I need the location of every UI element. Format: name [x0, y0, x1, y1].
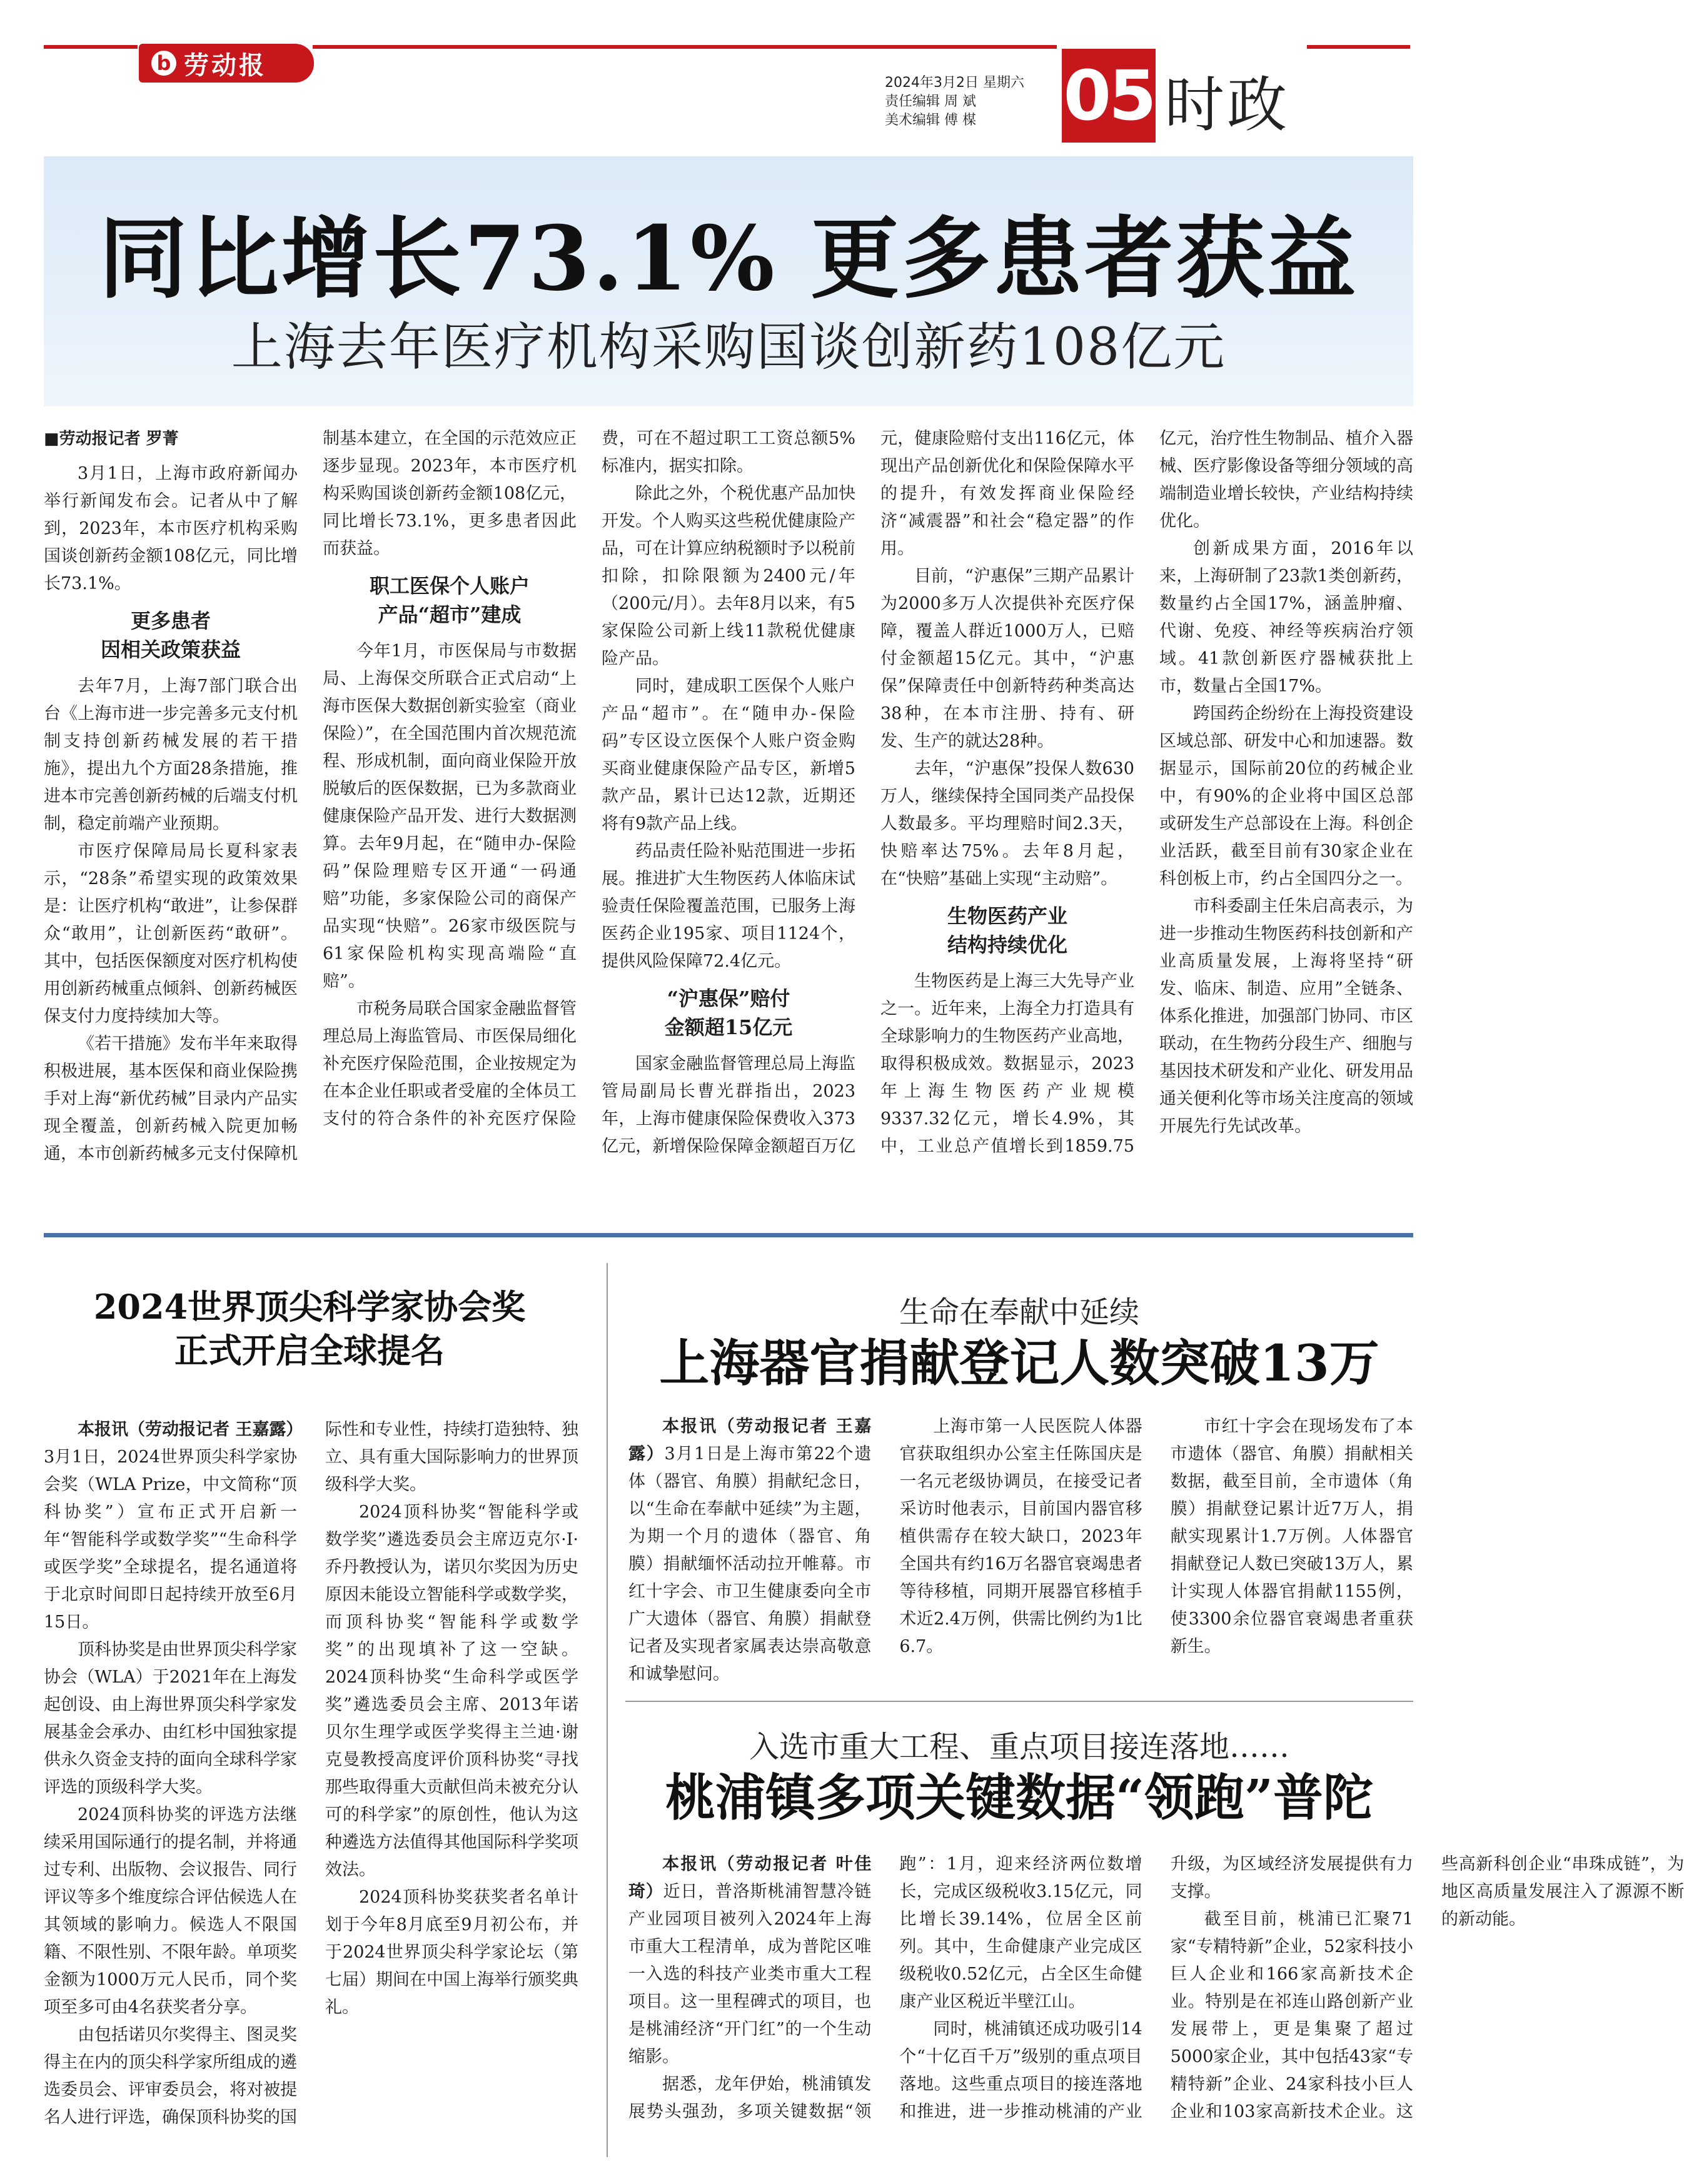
wla-paragraph-text: 3月1日，2024世界顶尖科学家协会奖（WLA Prize，中文简称“顶科协奖”）宣布正式开启新一年“智能科学或数学奖”“生命科学或医学奖”全球提名，提名通道将于北京时间即日起持续开放至6月15日。: [44, 1447, 297, 1632]
organ-paragraph: 上海市第一人民医院人体器官获取组织办公室主任陈国庆是一名元老级协调员，在接受记者采访时他表示，目前国内器官移植供需存在较大缺口，2023年全国共有约16万名器官衰竭患者等待移植，同期开展器官移植手术近2.4万例，供需比例约为1比6.7。: [899, 1417, 1142, 1656]
wla-paragraph: 由包括诺贝尔奖得主、图灵奖得主在内的顶尖科学家所组成的遴选委员会、评审委员会，将对被提名人进行评选，确保顶科协奖的国际性和专业性，持续打造独特、独立、具有重大国际影响力的世界顶级科学大奖。: [44, 1420, 578, 2127]
lead-paragraph: 市科委副主任朱启高表示，为进一步推动生物医药科技创新和产业高质量发展，上海将坚持“研发、临床、制造、应用”全链条、体系化推进，加强部门协同、市区联动，在生物药分段生产、细胞与基因技术研发和产业化、研发用品通关便利化等市场关注度高的领域开展先行先试改革。: [1159, 897, 1413, 1136]
lead-subhead-1: 更多患者 因相关政策获益: [100, 609, 241, 662]
taopu-paragraph: 截至目前，桃浦已汇聚71家“专精特新”企业，52家科技小巨人企业和166家高新技术企业。特别是在祁连山路创新产业发展带上，更是集聚了超过5000家企业，其中包括43家“专精特新”企业、24家科技小巨人企业和103家高新技术企业。这些高新科创企业“串珠成链”，为地区高质量发展注入了源源不断的新动能。: [1170, 1854, 1684, 2121]
lead-article-body: [44, 425, 1413, 1182]
lead-headline: 同比增长73.1% 更多患者获益: [98, 207, 1359, 311]
masthead-rule-left: [44, 45, 138, 49]
issue-date: 2024年3月2日 星期六: [885, 75, 1024, 91]
lead-paragraph: 药品责任险补贴范围进一步拓展。推进扩大生物医药人体临床试验责任保险覆盖范围，已服务上海医药企业195家、项目1124个，提供风险保障72.4亿元。: [602, 842, 855, 971]
taopu-article-body: [628, 1851, 1684, 2151]
organ-article-body: [628, 1413, 1413, 1688]
lead-paragraph: 去年，“沪惠保”投保人数630万人，继续保持全国同类产品投保人数最多。平均理赔时间2.3天，快赔率达75%。去年8月起，在“快赔”基础上实现“主动赔”。: [880, 759, 1134, 888]
lead-paragraph: 去年7月，上海7部门联合出台《上海市进一步完善多元支付机制支持创新药械发展的若干措施》，提出九个方面28条措施，推进本市完善创新药械的后端支付机制，稳定前端产业预期。: [44, 677, 298, 833]
wla-headline: 2024世界顶尖科学家协会奖 正式开启全球提名: [93, 1287, 526, 1371]
masthead-rule-right: [313, 45, 1057, 49]
horizontal-divider: [625, 1701, 1413, 1702]
lead-paragraph: 国家金融监督管理总局上海监管局副局长曹光群指出，2023年，上海市健康保险保费收入373亿元，新增保险保障金额超百万亿元，健康险赔付支出116亿元，体现出产品创新优化和保险保障水平的提升，有效发挥商业保险经济“减震器”和社会“稳定器”的作用。: [602, 429, 1134, 1156]
wla-paragraph: 2024顶科协奖“智能科学或数学奖”遴选委员会主席迈克尔·I·乔丹教授认为，诺贝尔奖因为历史原因未能设立智能科学或数学奖，而顶科协奖“智能科学或数学奖”的出现填补了这一空缺。2024顶科协奖“生命科学或医学奖”遴选委员会主席、2013年诺贝尔生理学或医学奖得主兰迪·谢克曼教授高度评价顶科协奖“寻找那些取得重大贡献但尚未被充分认可的科学家”的原创性，他认为这种遴选方法值得其他国际科学奖项效法。: [325, 1502, 578, 1880]
page-number: 05: [1062, 49, 1156, 143]
art-editor-line: 美术编辑 傅 楳: [885, 113, 976, 128]
lead-subhead-3: “沪惠保”赔付 金额超15亿元: [664, 987, 793, 1039]
organ-paragraph: [628, 1413, 871, 1688]
logo-text: 劳动报: [184, 51, 266, 80]
wla-paragraph: 顶科协奖是由世界顶尖科学家协会（WLA）于2021年在上海发起创设、由上海世界顶尖科学家发展基金会承办、由红杉中国独家提供永久资金支持的面向全球科学家评选的顶级科学大奖。: [44, 1640, 297, 1797]
organ-kicker: 生命在奉献中延续: [899, 1295, 1139, 1330]
lead-paragraph: 市税务局联合国家金融监督管理总局上海监管局、市医保局细化补充医疗保险范围，企业按规定为在本企业任职或者受雇的全体员工支付的符合条件的补充医疗保险费，可在不超过职工工资总额5%标准内，据实扣除。: [323, 429, 855, 1129]
lead-subhead-2: 职工医保个人账户 产品“超市”建成: [369, 574, 530, 627]
taopu-headline: 桃浦镇多项关键数据“领跑”普陀: [665, 1768, 1374, 1827]
wla-paragraph: 2024顶科协奖的评选方法继续采用国际通行的提名制，并将通过专利、出版物、会议报告、同行评议等多个维度综合评估候选人在其领域的影响力。候选人不限国籍、不限性别、不限年龄。单项奖金额为1000万元人民币，同个奖项至多可由4名获奖者分享。: [44, 1805, 297, 2017]
logo-icon: b: [151, 51, 176, 76]
lead-subhead-4: 生物医药产业 结构持续优化: [947, 904, 1067, 957]
taopu-paragraph: [628, 1851, 871, 2071]
lead-paragraph: 目前，“沪惠保”三期产品累计为2000多万人次提供补充医疗保障，覆盖人群近1000万人，已赔付金额超15亿元。其中，“沪惠保”保障责任中创新特药种类高达38种，在本市注册、持有、研发、生产的就达28种。: [880, 566, 1134, 751]
wla-paragraph: [44, 1416, 303, 1636]
wla-byline: 本报讯（劳动报记者 王嘉露）: [78, 1420, 303, 1439]
lead-paragraph: 生物医药是上海三大先导产业之一。近年来，上海全力打造具有全球影响力的生物医药产业高地，取得积极成效。数据显示，2023年上海生物医药产业规模9337.32亿元，增长4.9%，其中，工业总产值增长到1859.75亿元，治疗性生物制品、植介入器械、医疗影像设备等细分领域的高端制造业增长较快，产业结构持续优化。: [880, 429, 1413, 1156]
lead-paragraph: 创新成果方面，2016年以来，上海研制了23款1类创新药，数量约占全国17%，涵盖肿瘤、代谢、免疫、神经等疾病治疗领域。41款创新医疗器械获批上市，数量占全国17%。: [1159, 539, 1413, 696]
editor-line: 责任编辑 周 斌: [885, 94, 976, 109]
lead-paragraph: 《若干措施》发布半年来取得积极进展，基本医保和商业保险携手对上海“新优药械”目录内产品实现全覆盖，创新药械入院更加畅通，本市创新药械多元支付保障机制基本建立，在全国的示范效应正逐步显现。2023年，本市医疗机构采购国谈创新药金额108亿元，同比增长73.1%，更多患者因此而获益。: [44, 429, 577, 1164]
issue-meta: [885, 74, 1054, 130]
taopu-paragraph: 同时，桃浦镇还成功吸引14个“十亿百千万”级别的重点项目落地。这些重点项目的接连落地和推进，进一步推动桃浦的产业升级，为区域经济发展提供有力支撑。: [899, 1854, 1413, 2121]
organ-paragraph-text: 3月1日是上海市第22个遗体（器官、角膜）捐献纪念日，以“生命在奉献中延续”为主题，为期一个月的遗体（器官、角膜）捐献缅怀活动拉开帷幕。市红十字会、市卫生健康委向全市广大遗体（器官、角膜）捐献登记者及实现者家属表达崇高敬意和诚挚慰问。: [628, 1444, 872, 1684]
taopu-byline: 本报讯（劳动报记者 叶佳琦）: [628, 1854, 872, 1901]
wla-paragraph: 2024顶科协奖获奖者名单计划于今年8月底至9月初公布，并于2024世界顶尖科学家论坛（第七届）期间在中国上海举行颁奖典礼。: [325, 1888, 578, 2017]
section-title: 时政: [1164, 70, 1289, 140]
masthead-rule-end: [1307, 45, 1410, 49]
organ-paragraph: 市红十字会在现场发布了本市遗体（器官、角膜）捐献相关数据，截至目前，全市遗体（角膜）捐献登记累计近7万人，捐献实现累计1.7万例。人体器官捐献登记人数已突破13万人，累计实现人体器官捐献1155例，使3300余位器官衰竭患者重获新生。: [1170, 1417, 1413, 1656]
organ-byline: 本报讯（劳动报记者 王嘉露）: [628, 1417, 872, 1464]
section-divider: [44, 1233, 1413, 1237]
taopu-paragraph-text: 近日，普洛斯桃浦智慧冷链产业园项目被列入2024年上海市重大工程清单，成为普陀区唯一入选的科技产业类市重大工程项目。这一里程碑式的项目，也是桃浦经济“开门红”的一个生动缩影。: [628, 1882, 872, 2066]
lead-paragraph: 除此之外，个税优惠产品加快开发。个人购买这些税优健康险产品，可在计算应纳税额时予以税前扣除，扣除限额为2400元/年（200元/月）。去年8月以来，有5家保险公司新上线11款税优健康险产品。: [602, 484, 855, 668]
taopu-paragraph: 据悉，龙年伊始，桃浦镇发展势头强劲，多项关键数据“领跑”：1月，迎来经济两位数增长，完成区级税收3.15亿元，同比增长39.14%，位居全区前列。其中，生命健康产业完成区级税收0.52亿元，占全区生命健康产业区税近半壁江山。: [628, 1854, 1142, 2121]
lead-subheadline: 上海去年医疗机构采购国谈创新药108亿元: [231, 318, 1226, 377]
lead-paragraph: 同时，建成职工医保个人账户产品“超市”。在“随申办-保险码”专区设立医保个人账户资金购买商业健康保险产品专区，新增5款产品，累计已达12款，近期还将有9款产品上线。: [602, 677, 855, 833]
newspaper-logo: [139, 44, 314, 83]
lead-paragraph: 3月1日，上海市政府新闻办举行新闻发布会。记者从中了解到，2023年，本市医疗机构采购国谈创新药金额108亿元，同比增长73.1%。: [44, 464, 298, 593]
organ-headline: 上海器官捐献登记人数突破13万: [659, 1334, 1379, 1392]
lead-paragraph: 市医疗保障局局长夏科家表示，“28条”希望实现的政策效果是：让医疗机构“敢进”，让参保群众“敢用”，让创新医药“敢研”。其中，包括医保额度对医疗机构使用创新药械重点倾斜、创新药械医保支付力度持续加大等。: [44, 842, 298, 1026]
wla-article-body: [44, 1416, 578, 2154]
lead-paragraph: 跨国药企纷纷在上海投资建设区域总部、研发中心和加速器。数据显示，国际前20位的药械企业中，有90%的企业将中国区总部或研发生产总部设在上海。科创企业活跃，截至目前有30家企业在科创板上市，约占全国四分之一。: [1159, 704, 1413, 888]
lead-byline: ■劳动报记者 罗菁: [44, 430, 179, 448]
lead-paragraph: 今年1月，市医保局与市数据局、上海保交所联合正式启动“上海市医保大数据创新实验室（商业保险）”，在全国范围内首次规范流程、形成机制，面向商业保险开放脱敏后的医保数据，已为多款商业健康保险产品开发、进行大数据测算。去年9月起，在“随申办-保险码”保险理赔专区开通“一码通赔”功能，多家保险公司的商保产品实现“快赔”。26家市级医院与61家保险机构实现高端险“直赔”。: [323, 642, 577, 991]
vertical-divider: [607, 1263, 608, 2157]
taopu-kicker: 入选市重大工程、重点项目接连落地……: [749, 1729, 1289, 1764]
